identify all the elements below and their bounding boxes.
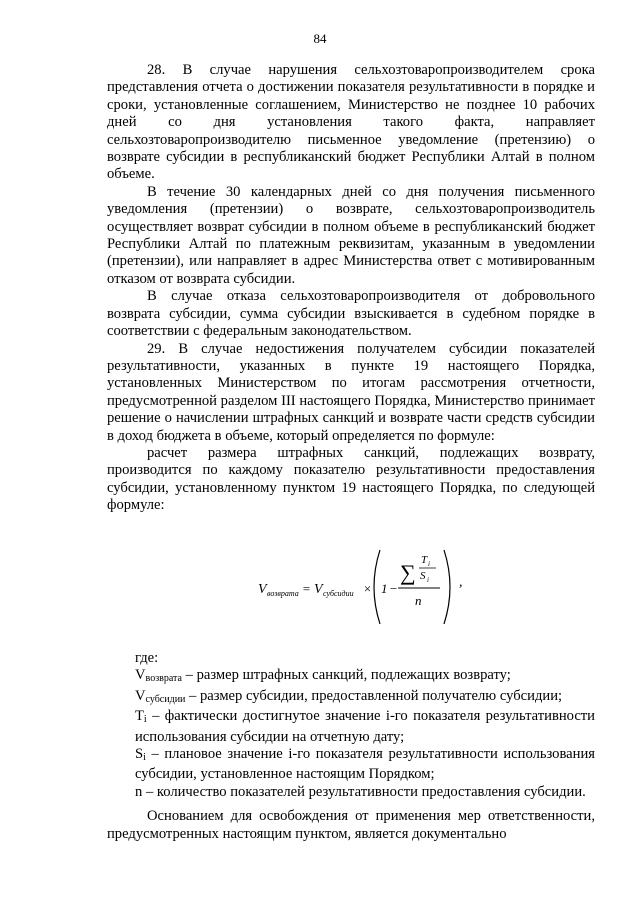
formula-times: ×	[363, 581, 372, 596]
definition-text: – размер субсидии, предоставленной получателю субсидии;	[185, 687, 563, 704]
definition-s	[107, 746, 595, 784]
paragraph-28: 28. В случае нарушения сельхозтоваропроизводителем срока представления отчета о достижении показателя результативности в порядке и сроки, установленные соглашением, Министерство не позднее 10 рабочих дней со дня установления такого факта, направляет сельхозтоваропроизводителю письменное уведомление (претензию) о возврате субсидии в республиканский бюджет Республики Алтай в полном объеме.	[107, 62, 595, 183]
definition-subscript: субсидии	[145, 693, 186, 705]
formula-v-return: V	[258, 582, 267, 597]
definition-n	[107, 784, 595, 804]
paragraph-calculation: расчет размера штрафных санкций, подлежащих возврату, производится по каждому показателю результативности предоставления субсидии, установленному пунктом 19 настоящего Порядка, по следующей формуле:	[107, 444, 595, 514]
formula-t-sub: i	[428, 560, 430, 568]
definition-text: – плановое значение i-го показателя результативности использования субсидии, установленное настоящим Порядком;	[135, 746, 595, 783]
formula-minus: −	[389, 581, 398, 596]
definition-symbol: V	[135, 667, 146, 684]
paragraph-29: 29. В случае недостижения получателем субсидии показателей результативности, указанных в пункте 19 настоящего Порядка, установленных Министерством по итогам рассмотрения отчетности, предусмотренной разделом III настоящего Порядка, Министерство принимает решение о начислении штрафных санкций и возврате части средств субсидии в доход бюджета в объеме, который определяется по формуле:	[107, 340, 595, 444]
formula-v-return-sub: возврата	[267, 589, 299, 598]
definition-text: – количество показателей результативности предоставления субсидии.	[142, 783, 586, 800]
definition-symbol: V	[135, 687, 146, 704]
formula-v-subsidy: V	[314, 582, 323, 597]
definition-symbol: T	[135, 708, 144, 725]
where-label: где:	[135, 650, 159, 666]
definition-t	[107, 708, 595, 746]
formula-t: T	[421, 554, 428, 566]
definition-v-subsidy	[107, 688, 595, 708]
formula-right-paren	[444, 550, 450, 624]
definition-symbol: S	[135, 746, 144, 763]
formula-equals: =	[302, 581, 311, 596]
paragraph-return-period: В течение 30 календарных дней со дня получения письменного уведомления (претензии) о возврате, сельхозтоваропроизводитель осуществляет возврат субсидии в полном объеме в республиканский бюджет Республики Алтай по платежным реквизитам, указанным в уведомлении (претензии), или направляет в адрес Министерства ответ с мотивированным отказом от возврата субсидии.	[107, 183, 595, 287]
formula-sum: ∑	[400, 560, 416, 585]
paragraph-refusal: В случае отказа сельхозтоваропроизводителя от добровольного возврата субсидии, сумма субсидии взыскивается в судебном порядке в соответствии с федеральным законодательством.	[107, 288, 595, 340]
definition-subscript: возврата	[145, 673, 182, 685]
formula-s-sub: i	[427, 576, 429, 584]
body-text	[107, 62, 595, 515]
formula-comma: ,	[459, 575, 463, 590]
definition-text: – фактически достигнутое значение i-го показателя результативности использования субсидии на отчетную дату;	[135, 708, 595, 745]
formula-left-paren	[374, 550, 380, 624]
formula-one: 1	[381, 581, 388, 596]
formula-v-subsidy-sub: субсидии	[323, 589, 354, 598]
definition-text: – размер штрафных санкций, подлежащих возврату;	[181, 667, 511, 684]
definition-subscript: i	[143, 714, 147, 726]
closing-paragraph: Основанием для освобождения от применения мер ответственности, предусмотренных настоящим пунктом, является документально	[107, 808, 595, 842]
formula-n: n	[415, 593, 422, 608]
definitions	[107, 650, 595, 843]
page-number: 84	[313, 31, 327, 46]
formula-s: S	[420, 570, 426, 582]
penalty-formula	[250, 546, 480, 628]
definition-v-return	[107, 667, 595, 687]
definition-subscript: i	[143, 752, 146, 764]
definition-symbol: n	[135, 783, 143, 800]
